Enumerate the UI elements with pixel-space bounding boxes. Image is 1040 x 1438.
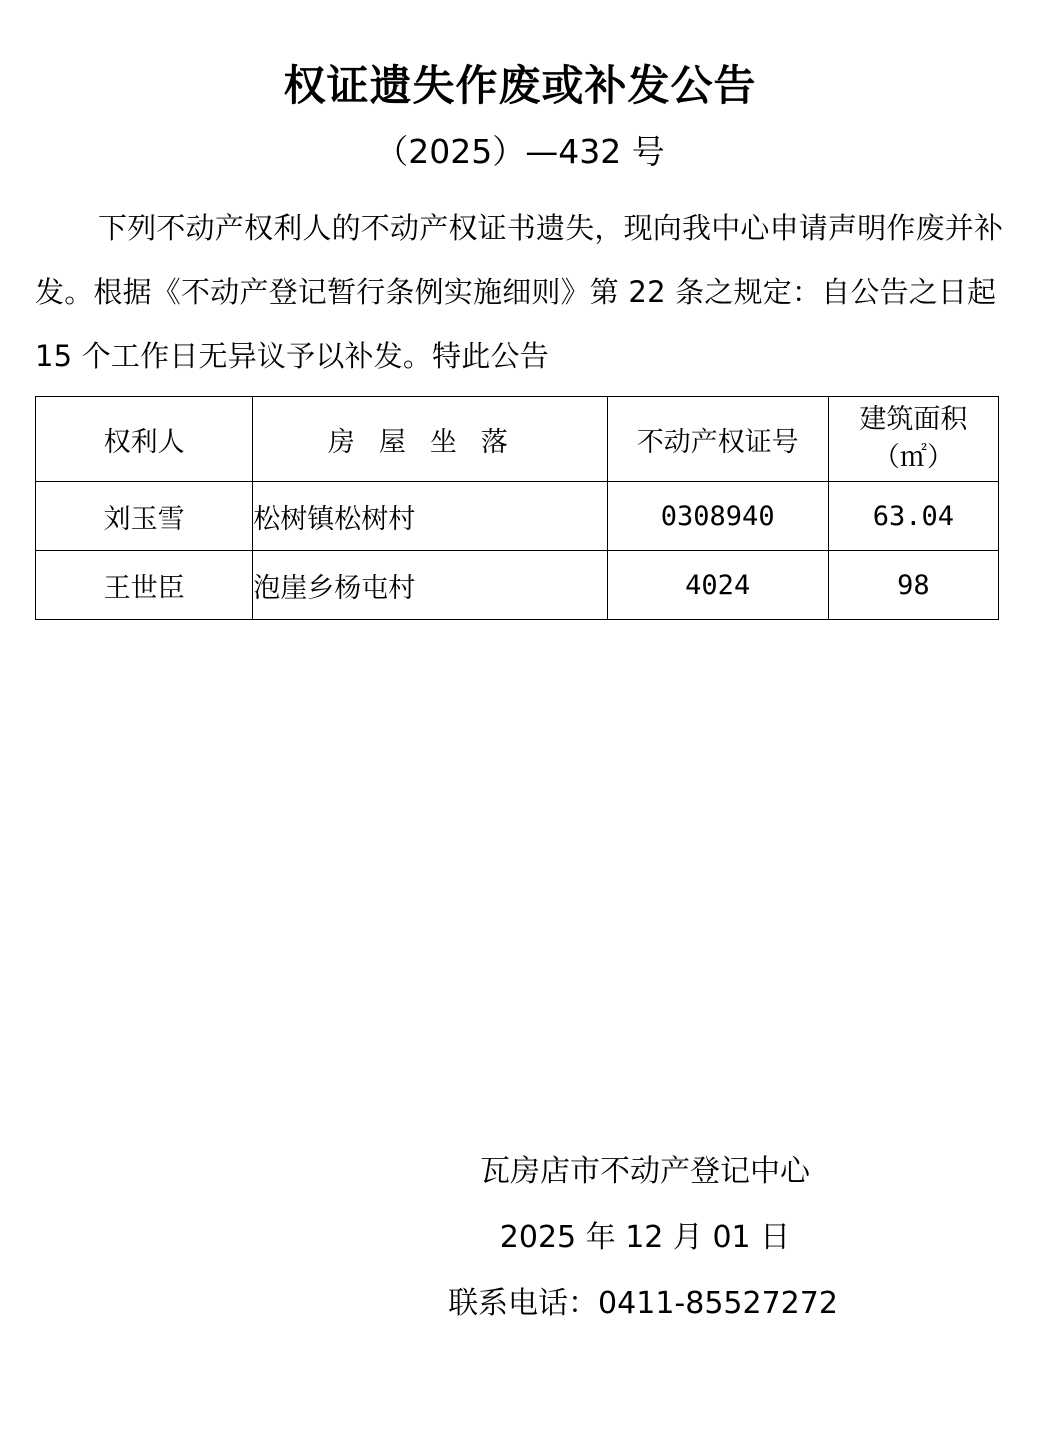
notice-title: 权证遗失作废或补发公告 — [283, 61, 757, 110]
cell-cert-no: 0308940 — [607, 482, 828, 551]
cell-location: 松树镇松树村 — [253, 482, 607, 551]
header-location: 房屋坐落 — [253, 397, 607, 482]
table-header-row — [36, 397, 999, 482]
notice-number: （2025）—432 号 — [375, 132, 665, 171]
header-area — [828, 397, 998, 482]
header-area-label: 建筑面积 — [859, 404, 968, 435]
cell-location: 泡崖乡杨屯村 — [253, 551, 607, 620]
cell-owner: 刘玉雪 — [36, 482, 253, 551]
footer-agency: 瓦房店市不动产登记中心 — [480, 1154, 810, 1189]
table-row — [36, 482, 999, 551]
header-area-unit: （㎡） — [872, 442, 954, 473]
cell-area: 98 — [828, 551, 998, 620]
cell-area: 63.04 — [828, 482, 998, 551]
header-owner: 权利人 — [36, 397, 253, 482]
header-cert-no: 不动产权证号 — [607, 397, 828, 482]
records-table — [35, 396, 999, 620]
table-row — [36, 551, 999, 620]
cell-owner: 王世臣 — [36, 551, 253, 620]
cell-cert-no: 4024 — [607, 551, 828, 620]
notice-body: 下列不动产权利人的不动产权证书遗失，现向我中心申请声明作废并补发。根据《不动产登记暂行条例实施细则》第 22 条之规定：自公告之日起 15 个工作日无异议予以补发。特此公告 — [35, 211, 1004, 373]
footer-phone: 联系电话：0411-85527272 — [448, 1286, 838, 1321]
footer-date: 2025 年 12 月 01 日 — [499, 1220, 791, 1255]
